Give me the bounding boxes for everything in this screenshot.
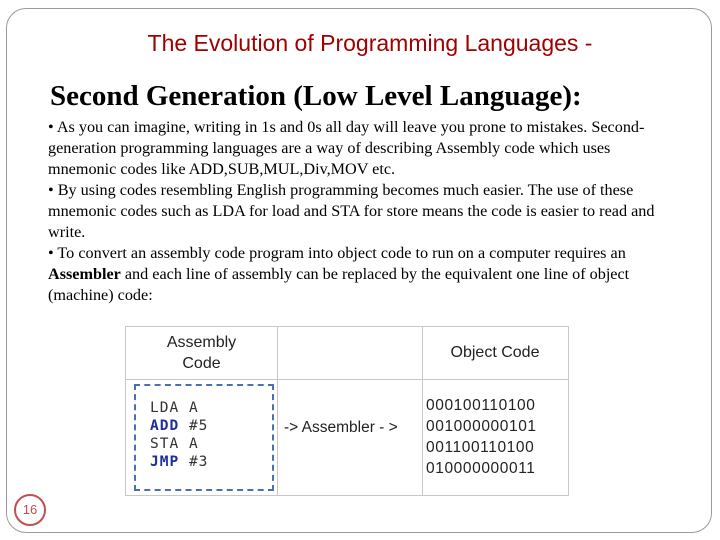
table-divider bbox=[126, 379, 568, 380]
list-item: LDA A bbox=[150, 400, 199, 416]
assembler-bold: Assembler bbox=[48, 265, 121, 283]
list-item: JMP #3 bbox=[150, 454, 209, 470]
page-number: 16 bbox=[14, 494, 46, 526]
slide-title: The Evolution of Programming Languages - bbox=[147, 30, 593, 56]
list-item: STA A bbox=[150, 436, 199, 452]
list-item: 010000000011 bbox=[426, 460, 536, 477]
assembly-table bbox=[125, 326, 569, 496]
table-divider bbox=[277, 327, 278, 495]
assembler-arrow: -> Assembler - > bbox=[284, 419, 398, 436]
paragraph-3-start: • To convert an assembly code program into object code to run on a computer requires an bbox=[48, 244, 626, 262]
paragraph-1: • As you can imagine, writing in 1s and 0s all day will leave you prone to mistakes. Second-generation programming languages are a way of describing Assembly code which uses mnemonic codes like ADD,SUB,MUL,Div,MOV etc. bbox=[48, 118, 645, 178]
paragraph-2: • By using codes resembling English programming becomes much easier. The use of these mnemonic codes such as LDA for load and STA for store means the code is easier to read and write. bbox=[48, 181, 655, 241]
body-text bbox=[48, 117, 673, 306]
list-item: 001000000101 bbox=[426, 418, 537, 435]
assembly-code-list bbox=[150, 399, 208, 471]
object-code-list bbox=[426, 395, 537, 479]
list-item: 001100110100 bbox=[426, 439, 535, 456]
paragraph-3-end: and each line of assembly can be replaced by the equivalent one line of object (machine) code: bbox=[48, 265, 630, 304]
header-object-code: Object Code bbox=[450, 344, 540, 361]
header-assembly-code: Assembly Code bbox=[166, 334, 237, 372]
paragraph-3 bbox=[48, 243, 673, 306]
list-item: 000100110100 bbox=[426, 397, 536, 414]
section-heading: Second Generation (Low Level Language): bbox=[50, 80, 582, 112]
list-item: ADD #5 bbox=[150, 418, 209, 434]
